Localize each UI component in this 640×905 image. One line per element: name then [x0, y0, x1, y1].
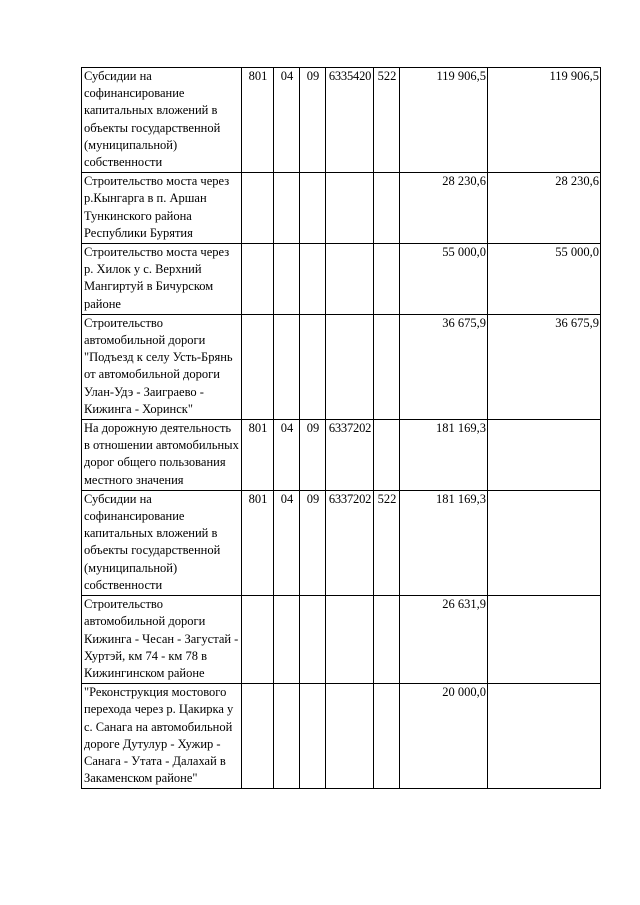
- row-sum-2: 55 000,0: [488, 244, 601, 315]
- row-ved-code: [242, 244, 274, 315]
- row-sum-1: 119 906,5: [400, 68, 488, 173]
- row-target-code: [326, 244, 374, 315]
- row-expense-type-code: [374, 244, 400, 315]
- row-name: Строительство моста через р.Кынгарга в п. Аршан Тункинского района Республики Бурятия: [82, 173, 242, 244]
- row-sum-1: 28 230,6: [400, 173, 488, 244]
- row-subsection-code: [300, 244, 326, 315]
- row-sum-1: 181 169,3: [400, 420, 488, 491]
- row-section-code: 04: [274, 490, 300, 595]
- row-target-code: 6337202: [326, 490, 374, 595]
- row-expense-type-code: 522: [374, 68, 400, 173]
- row-subsection-code: [300, 173, 326, 244]
- row-section-code: [274, 244, 300, 315]
- row-name: Субсидии на софинансирование капитальных вложений в объекты государственной (муниципальной) собственности: [82, 68, 242, 173]
- row-target-code: [326, 596, 374, 684]
- row-sum-2: 119 906,5: [488, 68, 601, 173]
- row-sum-2: 28 230,6: [488, 173, 601, 244]
- row-expense-type-code: [374, 420, 400, 491]
- row-ved-code: 801: [242, 420, 274, 491]
- row-expense-type-code: [374, 596, 400, 684]
- row-target-code: [326, 684, 374, 789]
- row-sum-1: 26 631,9: [400, 596, 488, 684]
- row-expense-type-code: [374, 684, 400, 789]
- row-section-code: [274, 314, 300, 419]
- row-section-code: 04: [274, 68, 300, 173]
- row-expense-type-code: 522: [374, 490, 400, 595]
- row-sum-1: 20 000,0: [400, 684, 488, 789]
- row-name: Строительство автомобильной дороги "Подъезд к селу Усть-Брянь от автомобильной дороги Улан-Удэ - Заиграево - Кижинга - Хоринск": [82, 314, 242, 419]
- row-ved-code: [242, 684, 274, 789]
- row-name: Строительство автомобильной дороги Кижинга - Чесан - Загустай - Хуртэй, км 74 - км 78 в Кижингинском районе: [82, 596, 242, 684]
- table-row: [82, 68, 601, 173]
- row-target-code: 6337202: [326, 420, 374, 491]
- row-ved-code: 801: [242, 490, 274, 595]
- row-subsection-code: 09: [300, 490, 326, 595]
- row-name: На дорожную деятельность в отношении автомобильных дорог общего пользования местного значения: [82, 420, 242, 491]
- row-subsection-code: [300, 596, 326, 684]
- row-sum-2: [488, 596, 601, 684]
- budget-table: [81, 67, 601, 789]
- row-ved-code: [242, 596, 274, 684]
- row-name: Строительство моста через р. Хилок у с. Верхний Мангиртуй в Бичурском районе: [82, 244, 242, 315]
- row-subsection-code: 09: [300, 68, 326, 173]
- table-row: [82, 490, 601, 595]
- table-row: [82, 684, 601, 789]
- row-subsection-code: [300, 314, 326, 419]
- row-section-code: [274, 173, 300, 244]
- table-row: [82, 314, 601, 419]
- budget-table-body: [82, 68, 601, 789]
- row-subsection-code: [300, 684, 326, 789]
- table-row: [82, 420, 601, 491]
- row-name: Субсидии на софинансирование капитальных вложений в объекты государственной (муниципальной) собственности: [82, 490, 242, 595]
- row-ved-code: 801: [242, 68, 274, 173]
- row-sum-1: 181 169,3: [400, 490, 488, 595]
- row-expense-type-code: [374, 173, 400, 244]
- table-row: [82, 244, 601, 315]
- row-ved-code: [242, 314, 274, 419]
- row-sum-1: 36 675,9: [400, 314, 488, 419]
- row-ved-code: [242, 173, 274, 244]
- table-row: [82, 173, 601, 244]
- row-expense-type-code: [374, 314, 400, 419]
- row-target-code: 6335420: [326, 68, 374, 173]
- row-target-code: [326, 314, 374, 419]
- table-row: [82, 596, 601, 684]
- row-section-code: [274, 684, 300, 789]
- row-section-code: 04: [274, 420, 300, 491]
- row-sum-1: 55 000,0: [400, 244, 488, 315]
- row-sum-2: [488, 490, 601, 595]
- row-sum-2: [488, 420, 601, 491]
- row-sum-2: 36 675,9: [488, 314, 601, 419]
- row-name: "Реконструкция мостового перехода через р. Цакирка у с. Санага на автомобильной дороге Дутулур - Хужир - Санага - Утата - Далахай в Закаменском районе": [82, 684, 242, 789]
- row-target-code: [326, 173, 374, 244]
- row-section-code: [274, 596, 300, 684]
- row-subsection-code: 09: [300, 420, 326, 491]
- row-sum-2: [488, 684, 601, 789]
